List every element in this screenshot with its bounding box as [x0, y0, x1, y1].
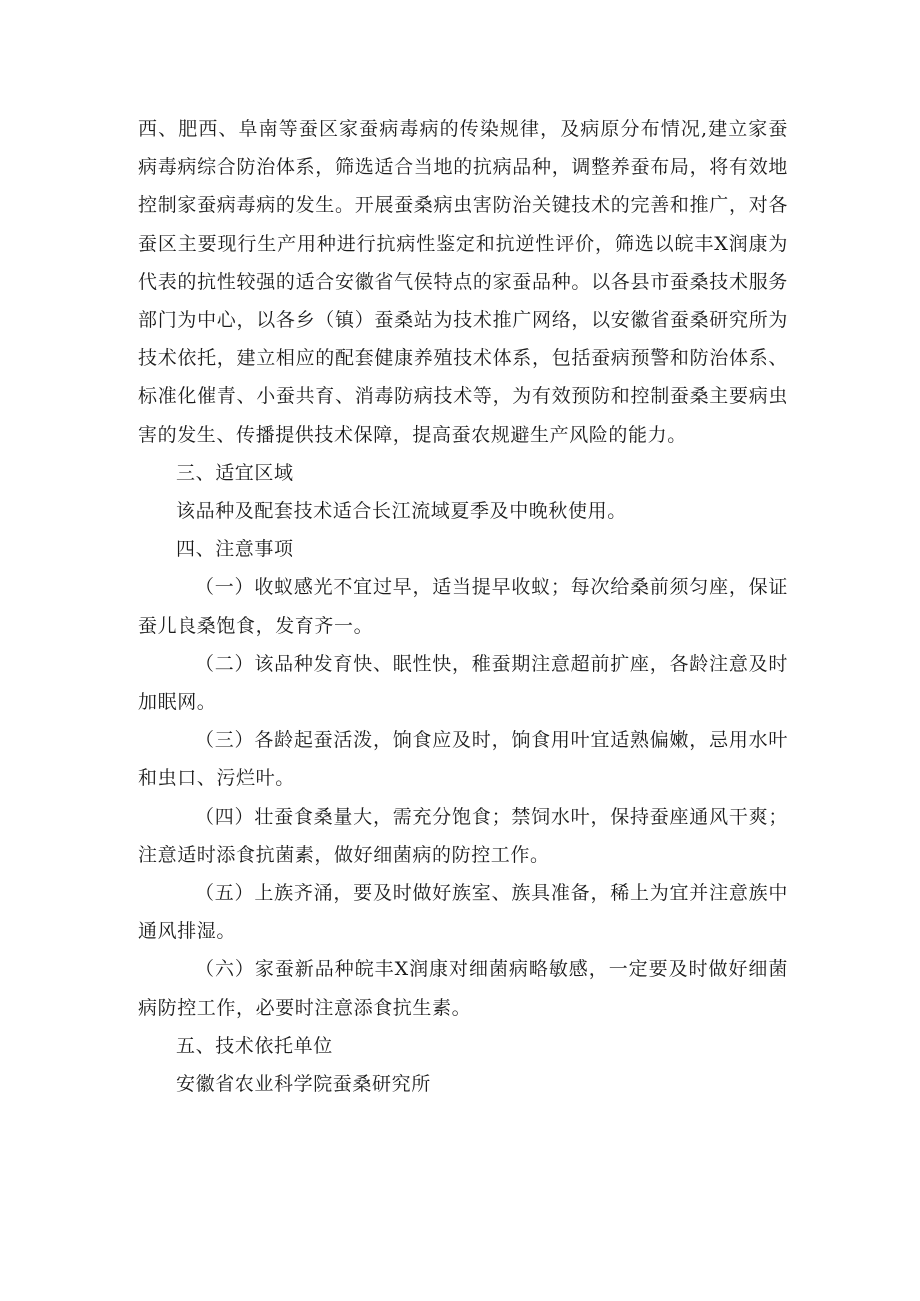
section-heading-suitable-region: 三、适宜区域 — [176, 461, 294, 484]
section-body-suitable-region: 该品种及配套技术适合长江流域夏季及中晚秋使用。 — [176, 500, 627, 523]
precaution-item-6: （六）家蚕新品种皖丰X润康对细菌病略敏感，一定要及时做好细菌病防控工作，必要时注意添食抗生素。 — [138, 958, 788, 1019]
section-heading-precautions: 四、注意事项 — [176, 538, 294, 561]
precaution-item-5: （五）上族齐涌，要及时做好族室、族具准备，稀上为宜并注意族中通风排湿。 — [138, 882, 788, 943]
precaution-item-4: （四）壮蚕食桑量大，需充分饱食；禁饲水叶，保持蚕座通风干爽；注意适时添食抗菌素，做好细菌病的防控工作。 — [138, 805, 788, 866]
section-body-tech-support: 安徽省农业科学院蚕桑研究所 — [176, 1073, 431, 1096]
intro-paragraph: 西、肥西、阜南等蚕区家蚕病毒病的传染规律，及病原分布情况,建立家蚕病毒病综合防治体系，筛选适合当地的抗病品种，调整养蚕布局，将有效地控制家蚕病毒病的发生。开展蚕桑病虫害防治关键技术的完善和推广，对各蚕区主要现行生产用种进行抗病性鉴定和抗逆性评价，筛选以皖丰X润康为代表的抗性较强的适合安徽省气侯特点的家蚕品种。以各县市蚕桑技术服务部门为中心，以各乡（镇）蚕桑站为技术推广网络，以安徽省蚕桑研究所为技术依托，建立相应的配套健康养殖技术体系，包括蚕病预警和防治体系、标准化催青、小蚕共育、消毒防病技术等，为有效预防和控制蚕桑主要病虫害的发生、传播提供技术保障，提高蚕农规避生产风险的能力。 — [138, 118, 788, 446]
document-content — [138, 110, 788, 1103]
precaution-item-3: （三）各龄起蚕活泼，饷食应及时，饷食用叶宜适熟偏嫩，忌用水叶和虫口、污烂叶。 — [138, 729, 788, 790]
section-heading-tech-support: 五、技术依托单位 — [176, 1034, 333, 1057]
precaution-item-2: （二）该品种发育快、眠性快，稚蚕期注意超前扩座，各龄注意及时加眠网。 — [138, 652, 788, 714]
precaution-item-1: （一）收蚁感光不宜过早，适当提早收蚁；每次给桑前须匀座，保证蚕儿良桑饱食，发育齐一。 — [138, 576, 788, 637]
